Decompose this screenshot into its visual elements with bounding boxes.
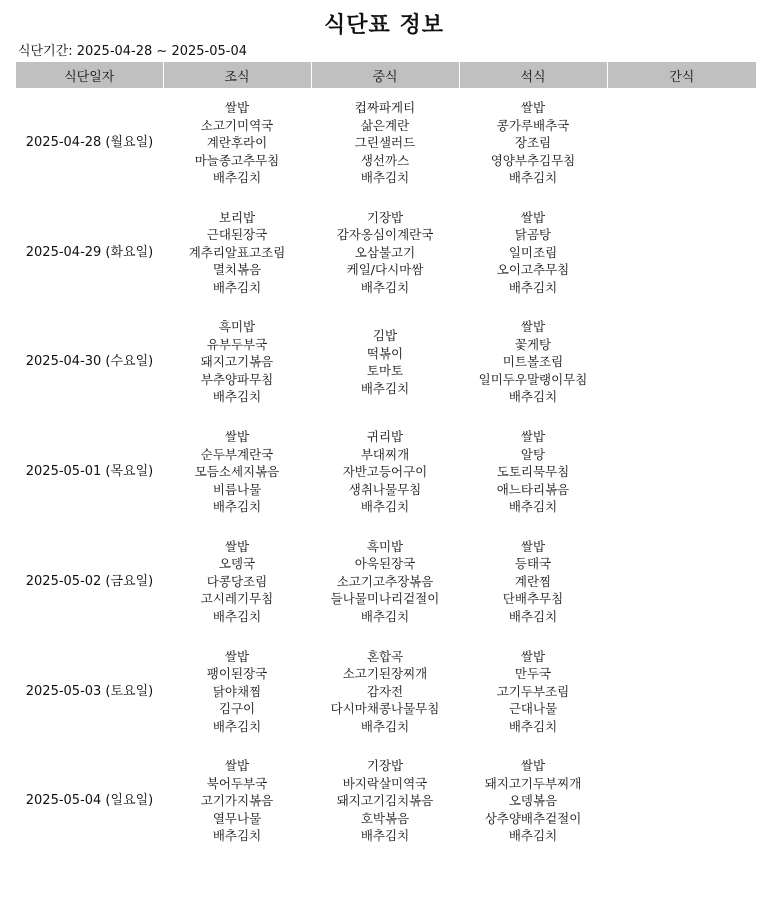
dish-item: 비름나물 — [212, 481, 262, 497]
header-date: 식단일자 — [16, 62, 163, 88]
snack-cell — [607, 198, 756, 308]
dish-item: 토마토 — [366, 363, 404, 379]
dinner-cell — [459, 527, 607, 637]
lunch-cell — [311, 417, 459, 527]
snack-cell — [607, 527, 756, 637]
dinner-cell — [459, 417, 607, 527]
dish-item: 그린샐러드 — [354, 135, 416, 151]
date-cell: 2025-05-02 (금요일) — [25, 573, 154, 589]
dish-item: 배추김치 — [360, 608, 410, 624]
header-breakfast: 조식 — [163, 62, 311, 88]
breakfast-cell — [163, 417, 311, 527]
date-cell: 2025-04-28 (월요일) — [25, 135, 154, 151]
dish-item: 배추김치 — [508, 828, 558, 844]
table-row — [16, 746, 756, 856]
dish-item: 김구이 — [218, 701, 256, 717]
dish-item: 오이고추무침 — [496, 262, 570, 278]
snack-cell — [607, 417, 756, 527]
table-row — [16, 417, 756, 527]
dish-item: 다콩당조림 — [206, 573, 268, 589]
dish-item: 돼지고기김치볶음 — [336, 793, 434, 809]
header-snack: 간식 — [607, 62, 756, 88]
snack-cell — [607, 88, 756, 198]
dish-item: 생취나물무침 — [348, 481, 422, 497]
dish-item: 오삼불고기 — [354, 244, 416, 260]
dish-item: 순두부계란국 — [200, 446, 274, 462]
dish-item: 김밥 — [372, 328, 398, 344]
table-row — [16, 198, 756, 308]
dish-item: 쌀밥 — [520, 648, 546, 664]
date-cell: 2025-05-01 (목요일) — [25, 464, 154, 480]
dish-item: 열무나물 — [212, 810, 262, 826]
page-title: 식단표 정보 — [324, 13, 444, 38]
breakfast-cell — [163, 746, 311, 856]
snack-cell — [607, 636, 756, 746]
table-header-row — [16, 62, 756, 88]
dish-item: 영양부추김무침 — [490, 152, 576, 168]
breakfast-cell — [163, 198, 311, 308]
dish-item: 들나물미나리겉절이 — [330, 591, 440, 607]
dish-item: 생선까스 — [360, 152, 410, 168]
dish-item: 상추양배추겉절이 — [484, 810, 582, 826]
dish-item: 감자전 — [366, 683, 404, 699]
dish-item: 배추김치 — [212, 279, 262, 295]
dish-item: 배추김치 — [212, 499, 262, 515]
dish-item: 도토리묵무침 — [496, 464, 570, 480]
table-row — [16, 88, 756, 198]
date-cell: 2025-05-04 (일요일) — [25, 793, 154, 809]
breakfast-cell — [163, 88, 311, 198]
dish-item: 단배추무침 — [502, 591, 564, 607]
lunch-cell — [311, 527, 459, 637]
lunch-cell — [311, 636, 459, 746]
dish-item: 배추김치 — [212, 718, 262, 734]
breakfast-cell — [163, 527, 311, 637]
dish-item: 장조림 — [514, 135, 552, 151]
lunch-cell — [311, 198, 459, 308]
dish-item: 마늘종고추무침 — [194, 152, 280, 168]
dinner-cell — [459, 198, 607, 308]
dish-item: 소고기된장찌개 — [342, 666, 428, 682]
dish-item: 쌀밥 — [224, 429, 250, 445]
dish-item: 계추리알표고조림 — [188, 244, 286, 260]
dinner-cell — [459, 746, 607, 856]
dish-item: 소고기미역국 — [200, 117, 274, 133]
dinner-cell — [459, 636, 607, 746]
dish-item: 배추김치 — [212, 608, 262, 624]
dish-item: 배추김치 — [212, 828, 262, 844]
dish-item: 배추김치 — [508, 389, 558, 405]
dish-item: 기장밥 — [366, 209, 404, 225]
breakfast-cell — [163, 307, 311, 417]
dish-item: 흑미밥 — [366, 538, 404, 554]
table-row — [16, 307, 756, 417]
dish-item: 애느타리볶음 — [496, 481, 570, 497]
dish-item: 쌀밥 — [520, 209, 546, 225]
dish-item: 고시레기무침 — [200, 591, 274, 607]
dish-item: 삶은계란 — [360, 117, 410, 133]
dish-item: 배추김치 — [212, 170, 262, 186]
dish-item: 배추김치 — [508, 279, 558, 295]
dish-item: 등태국 — [514, 556, 552, 572]
dish-item: 배추김치 — [360, 279, 410, 295]
dinner-cell — [459, 88, 607, 198]
dish-item: 꽃게탕 — [514, 336, 552, 352]
dish-item: 쌀밥 — [520, 429, 546, 445]
table-body — [16, 88, 756, 856]
dish-item: 콩가루배추국 — [496, 117, 570, 133]
dish-item: 계란후라이 — [206, 135, 268, 151]
dish-item: 팽이된장국 — [206, 666, 268, 682]
lunch-cell — [311, 307, 459, 417]
dish-item: 오뎅볶음 — [508, 793, 558, 809]
dish-item: 바지락살미역국 — [342, 775, 428, 791]
dish-item: 쌀밥 — [520, 319, 546, 335]
dish-item: 보리밥 — [218, 209, 256, 225]
dish-item: 돼지고기볶음 — [200, 354, 274, 370]
dish-item: 컵짜파게티 — [354, 100, 416, 116]
dish-item: 배추김치 — [360, 499, 410, 515]
dinner-cell — [459, 307, 607, 417]
dish-item: 미트볼조림 — [502, 354, 564, 370]
date-cell: 2025-05-03 (토요일) — [25, 683, 154, 699]
dish-item: 기장밥 — [366, 758, 404, 774]
dish-item: 멸치볶음 — [212, 262, 262, 278]
dish-item: 배추김치 — [360, 718, 410, 734]
dish-item: 고기두부조림 — [496, 683, 570, 699]
dish-item: 근대된장국 — [206, 227, 268, 243]
dish-item: 배추김치 — [212, 389, 262, 405]
dish-item: 쌀밥 — [520, 538, 546, 554]
dish-item: 호박볶음 — [360, 810, 410, 826]
dish-item: 소고기고추장볶음 — [336, 573, 434, 589]
dish-item: 귀리밥 — [366, 429, 404, 445]
dish-item: 쌀밥 — [224, 100, 250, 116]
dish-item: 혼합곡 — [366, 648, 404, 664]
dish-item: 흑미밥 — [218, 319, 256, 335]
dish-item: 고기가지볶음 — [200, 793, 274, 809]
dish-item: 배추김치 — [508, 718, 558, 734]
dish-item: 감자옹심이계란국 — [336, 227, 434, 243]
breakfast-cell — [163, 636, 311, 746]
date-cell: 2025-04-29 (화요일) — [25, 244, 154, 260]
dish-item: 떡볶이 — [366, 345, 404, 361]
dish-item: 북어두부국 — [206, 775, 268, 791]
dish-item: 만두국 — [514, 666, 552, 682]
date-cell: 2025-04-30 (수요일) — [25, 354, 154, 370]
dish-item: 아욱된장국 — [354, 556, 416, 572]
dish-item: 케일/다시마쌈 — [346, 262, 424, 278]
dish-item: 유부두부국 — [206, 336, 268, 352]
dish-item: 계란찜 — [514, 573, 552, 589]
dish-item: 배추김치 — [508, 608, 558, 624]
table-row — [16, 636, 756, 746]
dish-item: 닭곰탕 — [514, 227, 552, 243]
dish-item: 부추양파무침 — [200, 371, 274, 387]
dish-item: 다시마채콩나물무침 — [330, 701, 440, 717]
dish-item: 일미두우말랭이무침 — [478, 371, 588, 387]
dish-item: 부대찌개 — [360, 446, 410, 462]
dish-item: 배추김치 — [360, 170, 410, 186]
dish-item: 배추김치 — [360, 828, 410, 844]
dish-item: 알탕 — [520, 446, 546, 462]
dish-item: 돼지고기두부찌개 — [484, 775, 582, 791]
dish-item: 쌀밥 — [224, 648, 250, 664]
menu-period: 식단기간: 2025-04-28 ~ 2025-05-04 — [18, 44, 248, 59]
dish-item: 쌀밥 — [520, 100, 546, 116]
dish-item: 쌀밥 — [520, 758, 546, 774]
header-dinner: 석식 — [459, 62, 607, 88]
header-lunch: 중식 — [311, 62, 459, 88]
dish-item: 배추김치 — [508, 170, 558, 186]
dish-item: 닭야채찜 — [212, 683, 262, 699]
dish-item: 오뎅국 — [218, 556, 256, 572]
dish-item: 배추김치 — [360, 380, 410, 396]
snack-cell — [607, 307, 756, 417]
dish-item: 배추김치 — [508, 499, 558, 515]
menu-table — [16, 62, 756, 856]
lunch-cell — [311, 88, 459, 198]
dish-item: 쌀밥 — [224, 538, 250, 554]
dish-item: 근대나물 — [508, 701, 558, 717]
dish-item: 쌀밥 — [224, 758, 250, 774]
table-row — [16, 527, 756, 637]
snack-cell — [607, 746, 756, 856]
dish-item: 자반고등어구이 — [342, 464, 428, 480]
dish-item: 모듬소세지볶음 — [194, 464, 280, 480]
dish-item: 일미조림 — [508, 244, 558, 260]
lunch-cell — [311, 746, 459, 856]
